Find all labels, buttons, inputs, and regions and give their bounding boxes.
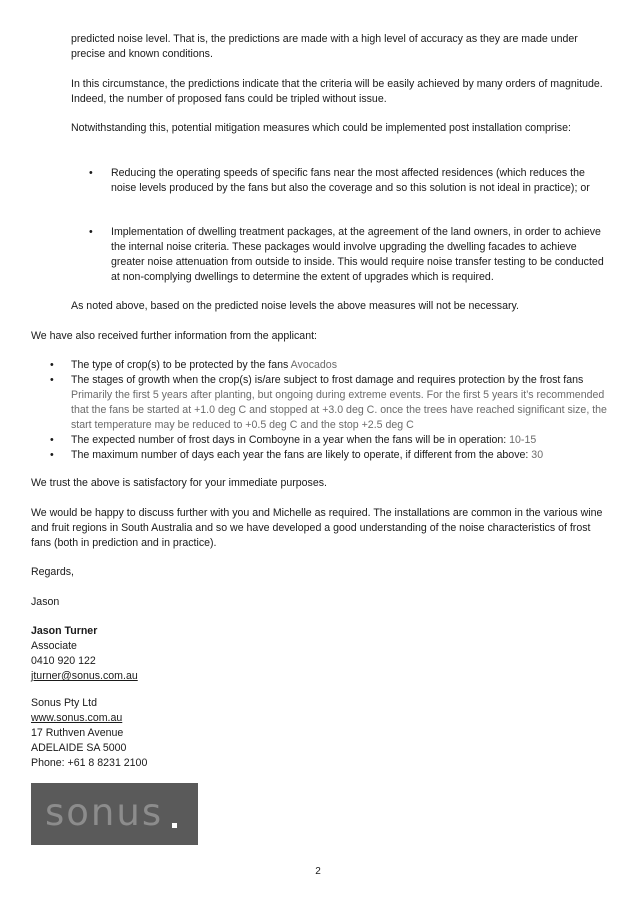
sonus-logo [31, 783, 198, 845]
signature-name: Jason Turner [31, 625, 98, 637]
applicant-answer: Primarily the first 5 years after planting, but ongoing during extreme events. For the first 5 years it’s recommended that the fans be started at +1.0 deg C and stopped at +3.0 deg C. once the trees have reached significant size, the start temperature may be reduced to +0.5 deg C and the stop +2.5 deg C [71, 389, 607, 431]
company-street: 17 Ruthven Avenue [31, 727, 124, 739]
bullet-icon: • [50, 374, 54, 386]
bullet-icon: • [50, 434, 54, 446]
mitigation-conclusion-paragraph: As noted above, based on the predicted noise levels the above measures will not be necessary. [71, 300, 519, 312]
signature-block [31, 624, 611, 684]
bullet-icon: • [50, 359, 54, 371]
list-item [31, 373, 611, 433]
sender-first-name: Jason [31, 596, 60, 608]
company-website-link[interactable]: www.sonus.com.au [31, 712, 123, 724]
mitigation-measures-list-2 [86, 225, 611, 285]
bullet-icon: • [89, 167, 93, 179]
company-name: Sonus Pty Ltd [31, 697, 97, 709]
applicant-answer: 10-15 [509, 434, 537, 446]
company-phone: Phone: +61 8 8231 2100 [31, 757, 148, 769]
closing-salutation: Regards, [31, 566, 74, 578]
signature-title: Associate [31, 640, 77, 652]
applicant-answer: Avocados [290, 359, 337, 371]
mitigation-measure-text: Implementation of dwelling treatment packages, at the agreement of the land owners, in order to achieve the internal noise criteria. These packages would involve upgrading the dwelling facades to achieve greater noise attenuation from outside to inside. This would require noise transfer testing to be conducted at non-complying dwellings to determine the extent of upgrades which is required. [111, 226, 604, 283]
trust-paragraph: We trust the above is satisfactory for your immediate purposes. [31, 477, 327, 489]
applicant-info-list [31, 358, 611, 463]
mitigation-intro-paragraph: Notwithstanding this, potential mitigation measures which could be implemented post installation comprise: [71, 122, 571, 134]
list-item [31, 448, 611, 463]
logo-text: sonus [45, 791, 164, 834]
company-block [31, 696, 611, 771]
applicant-question: The maximum number of days each year the fans are likely to operate, if different from the above: [71, 449, 529, 461]
list-item [86, 225, 611, 285]
signature-email-link[interactable]: jturner@sonus.com.au [31, 670, 138, 682]
logo-dot [172, 823, 177, 828]
applicant-question: The stages of growth when the crop(s) is/are subject to frost damage and requires protection by the frost fans [71, 374, 584, 386]
page-number: 2 [315, 866, 321, 877]
circumstance-paragraph: In this circumstance, the predictions indicate that the criteria will be easily achieved by many orders of magnitude. Indeed, the number of proposed fans could be tripled without issue. [71, 78, 603, 105]
applicant-heading: We have also received further information from the applicant: [31, 330, 317, 342]
mitigation-measures-list [86, 166, 611, 196]
bullet-icon: • [89, 226, 93, 238]
discuss-paragraph: We would be happy to discuss further with you and Michelle as required. The installations are common in the various wine and fruit regions in South Australia and so we have developed a good understanding of the noise characteristics of frost fans (both in prediction and in practice). [31, 507, 603, 549]
applicant-answer: 30 [531, 449, 544, 461]
list-item [31, 358, 611, 373]
list-item [86, 166, 611, 196]
mitigation-measure-text: Reducing the operating speeds of specific fans near the most affected residences (which reduces the noise levels produced by the fans but also the coverage and so this solution is not ideal in practice); or [111, 167, 590, 194]
company-city: ADELAIDE SA 5000 [31, 742, 127, 754]
intro-continued-paragraph: predicted noise level. That is, the predictions are made with a high level of accuracy as they are made under precise and known conditions. [71, 33, 578, 60]
applicant-question: The type of crop(s) to be protected by the fans [71, 359, 289, 371]
list-item [31, 433, 611, 448]
bullet-icon: • [50, 449, 54, 461]
signature-phone: 0410 920 122 [31, 655, 96, 667]
applicant-question: The expected number of frost days in Comboyne in a year when the fans will be in operation: [71, 434, 507, 446]
